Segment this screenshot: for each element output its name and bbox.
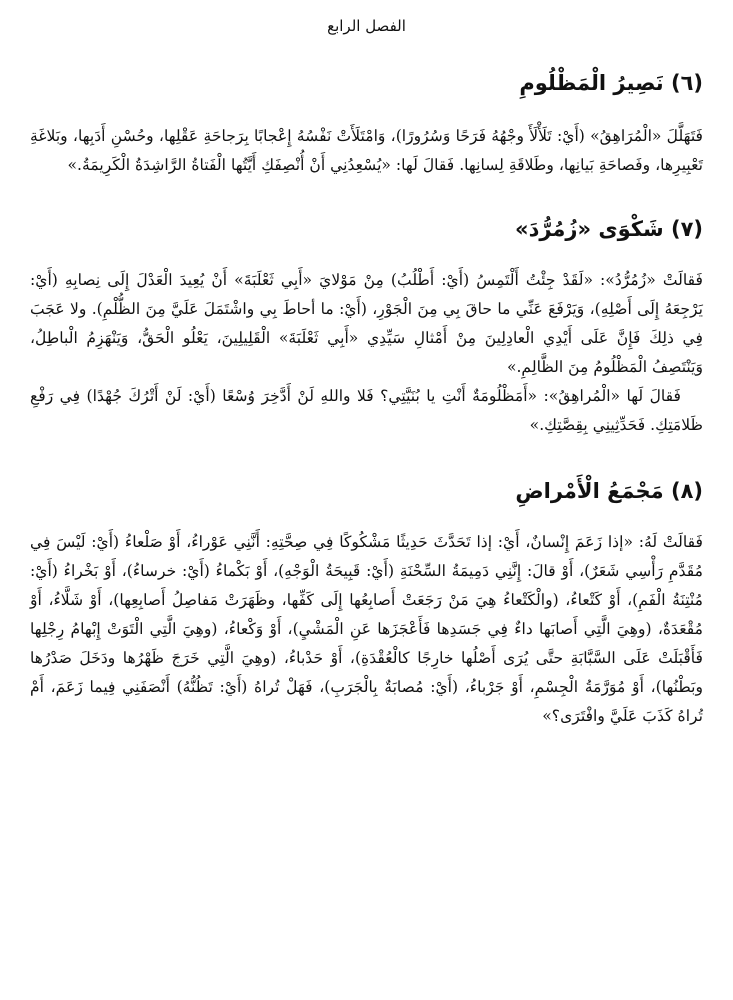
chapter-header: الفصل الرابع xyxy=(327,17,406,35)
paragraph: فَقالَ لَها «الْمُراهِقُ»: «أَمَظْلُومَةٌ أَنْتِ يا بُنَيَّتِي؟ فَلا واللهِ لَنْ أَدَّخِرَ وُسْعًا (أَيْ: لَنْ أَتْرُكَ جُهْدًا) فِي رَفْعِ ظَلامَتِكِ. فَحَدِّثِينِي بِقِصَّتِكِ.» xyxy=(30,387,703,434)
section-heading: (٧) شَكْوَى «زُمُرُّدَ» xyxy=(515,217,703,241)
section-heading: (٦) نَصِيرُ الْمَظْلُومِ xyxy=(519,71,703,95)
section-heading: (٨) مَجْمَعُ الْأَمْراضِ xyxy=(515,479,703,503)
paragraph: فَقالَتْ «زُمُرُّدُ»: «لَقَدْ جِئْتُ أَلْتَمِسُ (أَيْ: أَطْلُبُ) مِنْ مَوْلايَ «أَبِي ثَعْلَبَةَ» أَنْ يُعِيدَ الْعَدْلَ إِلَى نِصابِهِ (أَيْ: يَرْجِعَهُ إِلَى أَصْلِهِ)، وَيَرْفَعَ عَنِّي ما حاقَ بِي مِنَ الْجَوْرِ، (أَيْ: ما أحاطَ بِي واشْتَمَلَ عَلَيَّ مِنَ الظُّلْمِ). ولا عَجَبَ فِي ذلِكَ فَإِنَّ عَلَى أَيْدِي الْعادِلِينَ مِنْ أَمْثالِ سَيِّدِي «أَبِي ثَعْلَبَةَ» الْقَلِيلِينَ، يَعْلُو الْحَقُّ، وَيَنْهَزِمُ الْباطِلُ، وَيَنْتَصِفُ الْمَظْلُومُ مِنَ الظَّالِمِ.» xyxy=(30,271,703,376)
paragraph: فَتَهَلَّلَ «الْمُرَاهِقُ» (أَيْ: تَلَأْلَأَ وجْهُهُ فَرَحًا وَسُرُورًا)، وَامْتَلَأَتْ نَفْسُهُ إِعْجابًا بِرَجاحَةِ عَقْلِها، وحُسْنِ أَدَبِها، وبَلاغَةِ تَعْبِيرِها، وفَصاحَةِ بَيانِها، وطَلاقَةِ لِسانِها. فَقالَ لَها: «يُسْعِدُنِي أَنْ أُنْصِفَكِ أَيَّتُها الْفَتاةُ الرَّاشِدَةُ الْكَرِيمَةُ.» xyxy=(30,127,703,174)
paragraph: فَقالَتْ لَهُ: «إذا زَعَمَ إِنْسانٌ، أَيْ: إذا تَحَدَّثَ حَدِيثًا مَشْكُوكًا فِي صِحَّتِهِ: أَنَّنِي عَوْراءُ، أَوْ صَلْعاءُ (أَيْ: لَيْسَ فِي مُقَدَّمِ رَأْسِي شَعَرٌ)، أَوْ قالَ: إِنَّنِي دَمِيمَةُ السِّحْنَةِ (أَيْ: قَبِيحَةُ الْوَجْهِ)، أَوْ بَكْماءُ (أَيْ: خرساءُ)، أَوْ بَخْراءُ (أَيْ: مُنْتِنَةُ الْفَمِ)، أَوْ كَتْعاءُ، (والْكَتْعاءُ هِيَ مَنْ رَجَعَتْ أَصابِعُها إِلَى كَفِّها، وظَهَرَتْ مَفاصِلُ أَصابِعِها)، أَوْ شَلَّاءُ، أَوْ مُقْعَدَةٌ، (وهِيَ الَّتِي أَصابَها داءٌ فِي جَسَدِها فَأَعْجَزَها عَنِ الْمَشْيِ)، أَوْ وَكْعاءُ، (وهِيَ الَّتِي الْتَوَتْ إِبْهامُ رِجْلِها فَأَقْبَلَتْ عَلَى السَّبَّابَةِ حتَّى يُرَى أَصْلُها خارِجًا كالْعُقْدَةِ)، أَوْ حَدْباءُ، (وهِيَ الَّتِي خَرَجَ ظَهْرُها ودَخَلَ صَدْرُها وبَطْنُها)، أَوْ مُوَرَّمَةُ الْجِسْمِ، أَوْ جَرْباءُ، (أَيْ: مُصابَةٌ بِالْجَرَبِ)، فَهَلْ تُراهُ (أَيْ: تَظُنُّهُ) أَنْصَفَنِي فِيما زَعَمَ، أَمْ تُراهُ كَذَبَ عَلَيَّ وافْتَرَى؟» xyxy=(30,533,703,725)
